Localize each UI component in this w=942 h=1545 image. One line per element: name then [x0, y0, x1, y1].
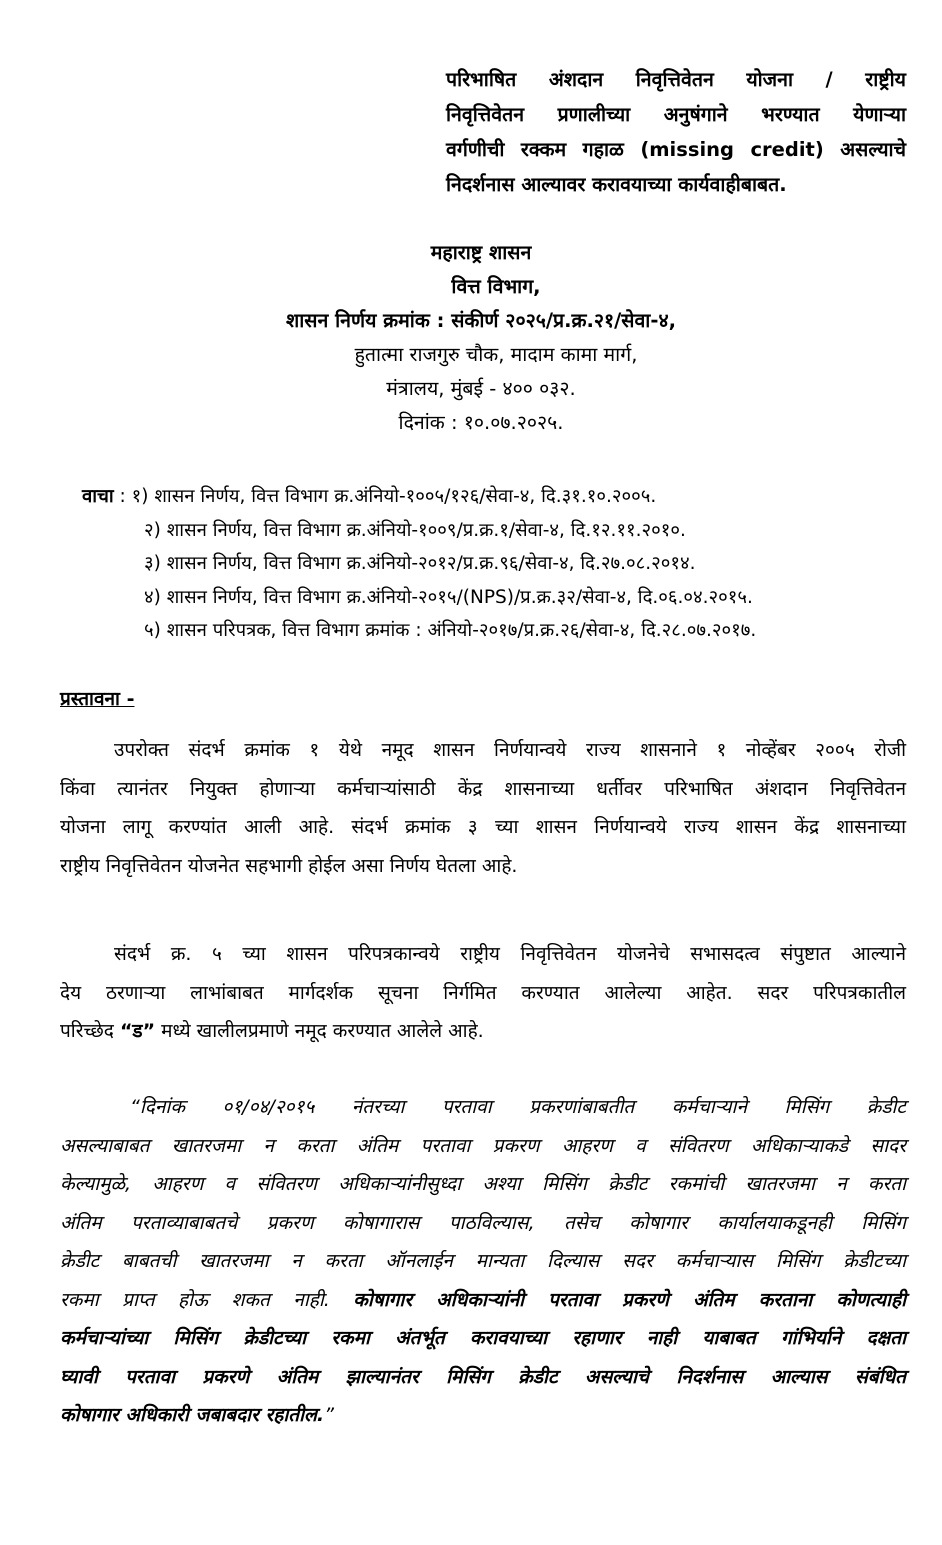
address-line-1: हुतात्मा राजगुरु चौक, मादाम कामा मार्ग,: [354, 343, 638, 366]
subject-line: परिभाषित अंशदान निवृत्तिवेतन योजना / राष्ट्रीय: [446, 68, 906, 91]
reference-item: ५) शासन परिपत्रक, वित्त विभाग क्रमांक : अंनियो-२०१७/प्र.क्र.२६/सेवा-४, दि.२८.०७.२०१७.: [144, 620, 757, 641]
reference-item: ४) शासन निर्णय, वित्त विभाग क्र.अंनियो-२०१५/(NPS)/प्र.क्र.३२/सेवा-४, दि.०६.०४.२०१५.: [144, 586, 753, 608]
subject-block: [446, 62, 906, 202]
subject-line: निदर्शनास आल्यावर करावयाच्या कार्यवाहीबाबत.: [446, 173, 787, 196]
reference-item: वाचा : १) शासन निर्णय, वित्त विभाग क्र.अंनियो-१००५/१२६/सेवा-४, दि.३१.१०.२००५.: [82, 480, 922, 514]
document-date: दिनांक : १०.०७.२०२५.: [398, 411, 564, 434]
reference-item: ३) शासन निर्णय, वित्त विभाग क्र.अंनियो-२०१२/प्र.क्र.९६/सेवा-४, दि.२७.०८.२०१४.: [144, 553, 696, 574]
references-label: वाचा: [82, 486, 114, 507]
address-line-2: मंत्रालय, मुंबई - ४०० ०३२.: [386, 377, 576, 400]
reference-item: २) शासन निर्णय, वित्त विभाग क्र.अंनियो-१००९/प्र.क्र.१/सेवा-४, दि.१२.११.२०१०.: [144, 519, 686, 541]
document-header: [0, 236, 942, 440]
subject-line: वर्गणीची रक्कम गहाळ (missing credit) असल्याचे: [446, 138, 906, 161]
paragraph-reference: “ड”: [119, 1020, 156, 1042]
preamble-paragraph-1: उपरोक्त संदर्भ क्रमांक १ येथे नमूद शासन निर्णयान्वये राज्य शासनाने १ नोव्हेंबर २००५ रोजी किंवा त्यानंतर नियुक्त होणाऱ्या कर्मचाऱ्यांसाठी केंद्र शासनाच्या धर्तीवर परिभाषित अंशदान निवृत्तिवेतन योजना लागू करण्यांत आली आहे. संदर्भ क्रमांक ३ च्या शासन निर्णयान्वये राज्य शासन केंद्र शासनाच्या राष्ट्रीय निवृत्तिवेतन योजनेत सहभागी होईल असा निर्णय घेतला आहे.: [60, 739, 906, 877]
subject-line: निवृत्तिवेतन प्रणालीच्या अनुषंगाने भरण्यात येणाऱ्या: [446, 103, 906, 126]
government-name: महाराष्ट्र शासन: [430, 241, 532, 264]
preamble-paragraph-2: संदर्भ क्र. ५ च्या शासन परिपत्रकान्वये राष्ट्रीय निवृत्तिवेतन योजनेचे सभासदत्व संपुष्टात आल्याने देय ठरणाऱ्या लाभांबाबत मार्गदर्शक सूचना निर्गमित करण्यात आलेल्या आहेत. सदर परिपत्रकातील परिच्छेद “ड” मध्ये खालीलप्रमाणे नमूद करण्यात आलेले आहे.: [60, 943, 906, 1042]
quoted-paragraph: “दिनांक ०१/०४/२०१५ नंतरच्या परतावा प्रकरणांबाबतीत कर्मचाऱ्याने मिसिंग क्रेडीट असल्याबाबत खातरजमा न करता अंतिम परतावा प्रकरण आहरण व संवितरण अधिकाऱ्याकडे सादर केल्यामुळे, आहरण व संवितरण अधिकाऱ्यांनीसुध्दा अश्या मिसिंग क्रेडीट रकमांची खातरजमा न करता अंतिम परताव्याबाबतचे प्रकरण कोषागारास पाठविल्यास, तसेच कोषागार कार्यालयाकडूनही मिसिंग क्रेडीट बाबतची खातरजमा न करता ऑनलाईन मान्यता दिल्यास सदर कर्मचाऱ्यास मिसिंग क्रेडीटच्या रकमा प्राप्त होऊ शकत नाही. कोषागार अधिकाऱ्यांनी परतावा प्रकरणे अंतिम करताना कोणत्याही कर्मचाऱ्यांच्या मिसिंग क्रेडीटच्या रकमा अंतर्भूत करावयाच्या रहाणार नाही याबाबत गांभिर्याने दक्षता घ्यावी परतावा प्रकरणे अंतिम झाल्यानंतर मिसिंग क्रेडीट असल्याचे निदर्शनास आल्यास संबंधित कोषागार अधिकारी जबाबदार रहातील.”: [60, 1096, 906, 1426]
department-name: वित्त विभाग,: [451, 275, 541, 298]
preamble-title: प्रस्तावना -: [60, 688, 135, 710]
references-list: [82, 480, 922, 648]
gr-number: शासन निर्णय क्रमांक : संकीर्ण २०२५/प्र.क्र.२१/सेवा-४,: [286, 309, 676, 332]
